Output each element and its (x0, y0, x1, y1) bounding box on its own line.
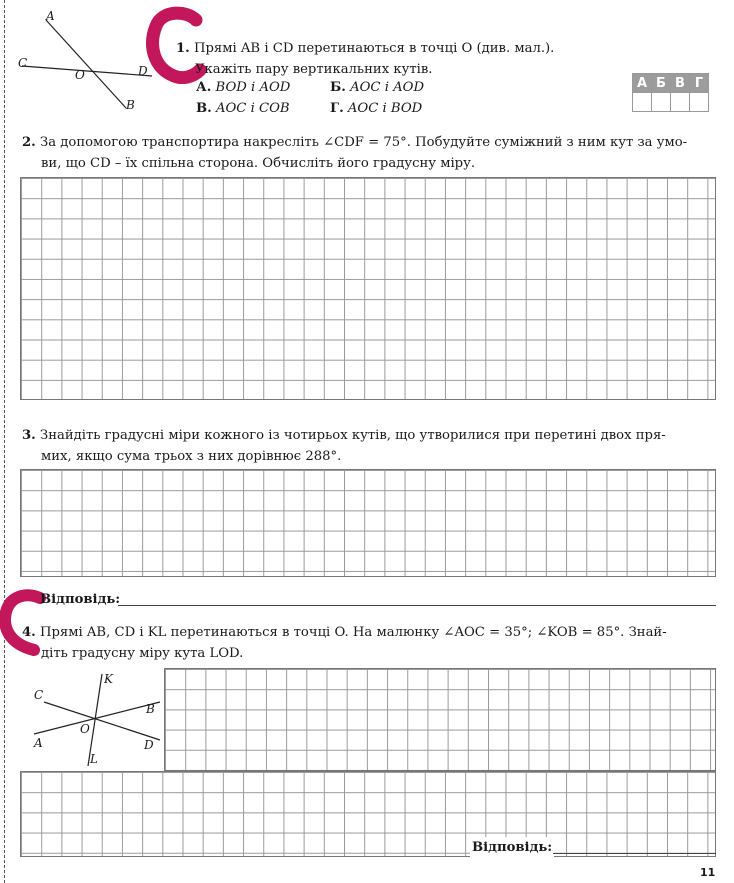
task3-grid[interactable] (20, 469, 716, 577)
label-d: D (138, 64, 148, 78)
label-a: A (46, 9, 55, 23)
label-b-2: B (146, 702, 155, 716)
answer-head-d: Г (690, 74, 709, 93)
line-cd (22, 66, 152, 76)
task4-text (22, 622, 722, 664)
answer-grid (632, 73, 709, 112)
task3-answer-label: Відповідь: (40, 592, 121, 607)
option-c: В. AOC і COB (196, 101, 290, 116)
task1-figure (18, 10, 158, 120)
line-cd-2 (44, 702, 160, 740)
answer-head-c: В (671, 74, 690, 93)
task4-line2: діть градусну міру кута LOD. (41, 646, 244, 661)
label-d-2: D (144, 738, 154, 752)
task3-text (22, 425, 722, 467)
task4-grid-top[interactable] (164, 668, 716, 771)
task1-text (176, 38, 606, 80)
task2-number: 2. (22, 135, 36, 150)
option-a: А. BOD і AOD (196, 80, 291, 95)
task3-answer-line[interactable] (118, 605, 716, 606)
answer-head-b: Б (652, 74, 671, 93)
task1-line2: Укажіть пару вертикальних кутів. (195, 62, 433, 77)
task1-number: 1. (176, 41, 190, 56)
task4-number: 4. (22, 625, 36, 640)
option-b: Б. AOC і AOD (330, 80, 425, 95)
task1-line1: Прямі AB і CD перетинаються в точці O (див. мал.). (193, 41, 555, 56)
label-c: C (18, 56, 28, 70)
option-d: Г. AOC і BOD (330, 101, 423, 116)
page-number: 11 (700, 866, 716, 879)
line-ab (46, 20, 126, 108)
task2-line1: За допомогою транспортира накресліть ∠CDF = 75°. Побудуйте суміжний з ним кут за умо- (39, 135, 688, 150)
task4-grid-bottom[interactable] (20, 771, 716, 857)
task4-answer-line[interactable] (553, 853, 716, 854)
label-c-2: C (34, 688, 44, 702)
cut-line (4, 0, 5, 883)
answer-cell-b[interactable] (652, 93, 671, 112)
answer-cell-d[interactable] (690, 93, 709, 112)
label-a-2: A (34, 736, 43, 750)
label-b: B (126, 98, 135, 112)
label-o-2: O (80, 722, 90, 736)
label-o: O (75, 68, 85, 82)
answer-cell-a[interactable] (633, 93, 652, 112)
task3-number: 3. (22, 428, 36, 443)
task2-grid[interactable] (20, 177, 716, 400)
label-l: L (90, 752, 98, 766)
task4-line1: Прямі AB, CD і KL перетинаються в точці O. На малюнку ∠AOC = 35°; ∠KOB = 85°. Знай- (39, 625, 667, 640)
label-k: K (104, 672, 113, 686)
task4-answer-label: Відповідь: (470, 837, 554, 858)
answer-cell-c[interactable] (671, 93, 690, 112)
task2-line2: ви, що CD – їх спільна сторона. Обчисліть його градусну міру. (41, 156, 476, 171)
answer-head-a: А (633, 74, 652, 93)
task3-line1: Знайдіть градусні міри кожного із чотирьох кутів, що утворилися при перетині двох пря- (39, 428, 666, 443)
task3-line2: мих, якщо сума трьох з них дорівнює 288°. (41, 449, 342, 464)
task2-text (22, 132, 722, 174)
